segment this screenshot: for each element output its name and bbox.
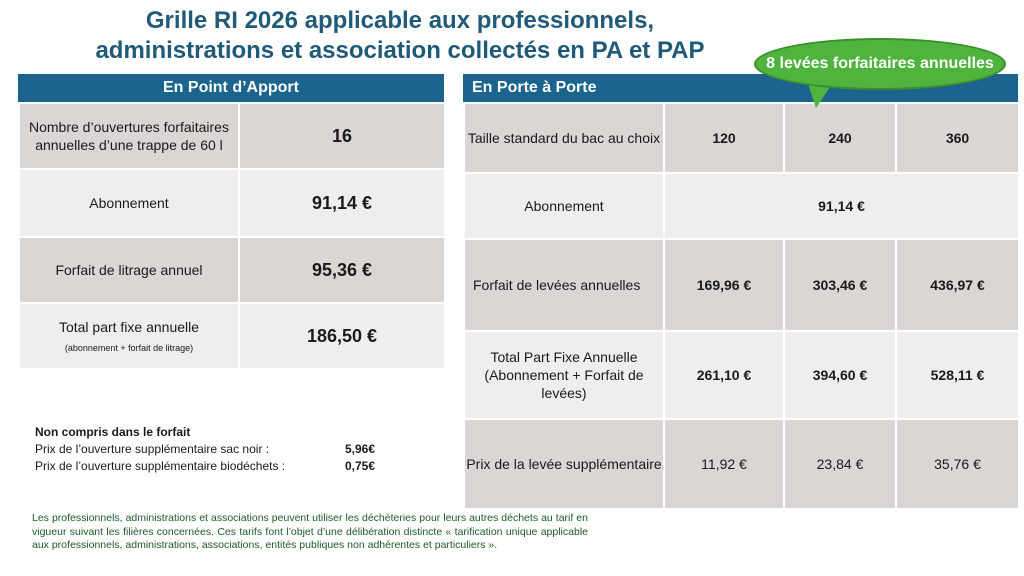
callout-bubble: 8 levées forfaitaires annuelles [754, 38, 1006, 90]
pap-total-360: 528,11 € [896, 331, 1019, 419]
pap-label-abonnement: Abonnement [464, 173, 664, 239]
pap-size-240: 240 [784, 103, 896, 173]
notes-heading: Non compris dans le forfait [35, 425, 191, 439]
pap-size-120: 120 [664, 103, 784, 173]
extras-notes [35, 424, 395, 475]
pa-value-litrage: 95,36 € [239, 237, 445, 303]
pap-row-levee-supp [464, 419, 1019, 509]
pa-sublabel-total: (abonnement + forfait de litrage) [64, 343, 194, 353]
title-line-2: administrations et association collectés en PA et PAP [95, 37, 705, 64]
pa-value-ouvertures: 16 [239, 103, 445, 169]
pa-table [18, 102, 446, 370]
notes-item-biodechets [35, 458, 395, 475]
pap-total-240: 394,60 € [784, 331, 896, 419]
pap-forfait-120: 169,96 € [664, 239, 784, 331]
pa-row-abonnement [19, 169, 445, 237]
pap-forfait-360: 436,97 € [896, 239, 1019, 331]
pap-label-forfait: Forfait de levées annuelles [464, 239, 664, 331]
pa-row-total [19, 303, 445, 369]
pap-levee-360: 35,76 € [896, 419, 1019, 509]
pap-header: En Porte à Porte [463, 74, 1018, 102]
pa-row-ouvertures [19, 103, 445, 169]
pa-header: En Point d’Apport [18, 74, 444, 102]
notes-item-sac-noir [35, 441, 395, 458]
pap-forfait-240: 303,46 € [784, 239, 896, 331]
pa-label-litrage: Forfait de litrage annuel [19, 237, 239, 303]
pap-row-forfait [464, 239, 1019, 331]
pa-value-total: 186,50 € [239, 303, 445, 369]
pa-label-ouvertures: Nombre d’ouvertures forfaitaires annuelles d’une trappe de 60 l [19, 103, 239, 169]
pa-label-total: Total part fixe annuelle [58, 319, 200, 335]
pap-table [463, 102, 1020, 510]
notes-label-biodechets: Prix de l’ouverture supplémentaire biodéchets : [35, 459, 286, 473]
pap-row-total [464, 331, 1019, 419]
footer-note: Les professionnels, administrations et associations peuvent utiliser les déchèteries pour leurs autres déchets au tarif en vigueur suivant les filières concernées. Ces tarifs font l’objet d’une délibération distincte « tarification unique applicable aux professionnels, administrations, associations, entités publiques non adhérentes et particuliers ». [32, 512, 588, 551]
pa-label-abonnement: Abonnement [19, 169, 239, 237]
pap-label-sizes: Taille standard du bac au choix [464, 103, 664, 173]
pa-total-cell [19, 303, 239, 369]
pap-levee-240: 23,84 € [784, 419, 896, 509]
pa-row-litrage [19, 237, 445, 303]
pa-value-abonnement: 91,14 € [239, 169, 445, 237]
pap-total-120: 261,10 € [664, 331, 784, 419]
notes-label-sac-noir: Prix de l’ouverture supplémentaire sac noir : [35, 442, 270, 456]
page-title [40, 6, 760, 66]
pap-row-abonnement [464, 173, 1019, 239]
title-line-1: Grille RI 2026 applicable aux professionnels, [145, 7, 655, 34]
pap-row-sizes [464, 103, 1019, 173]
pap-levee-120: 11,92 € [664, 419, 784, 509]
pap-label-levee-supp: Prix de la levée supplémentaire [464, 419, 664, 509]
pap-size-360: 360 [896, 103, 1019, 173]
pap-value-abonnement: 91,14 € [664, 173, 1019, 239]
notes-value-sac-noir: 5,96€ [345, 442, 376, 456]
pap-label-total: Total Part Fixe Annuelle (Abonnement + Forfait de levées) [464, 331, 664, 419]
notes-value-biodechets: 0,75€ [345, 459, 376, 473]
